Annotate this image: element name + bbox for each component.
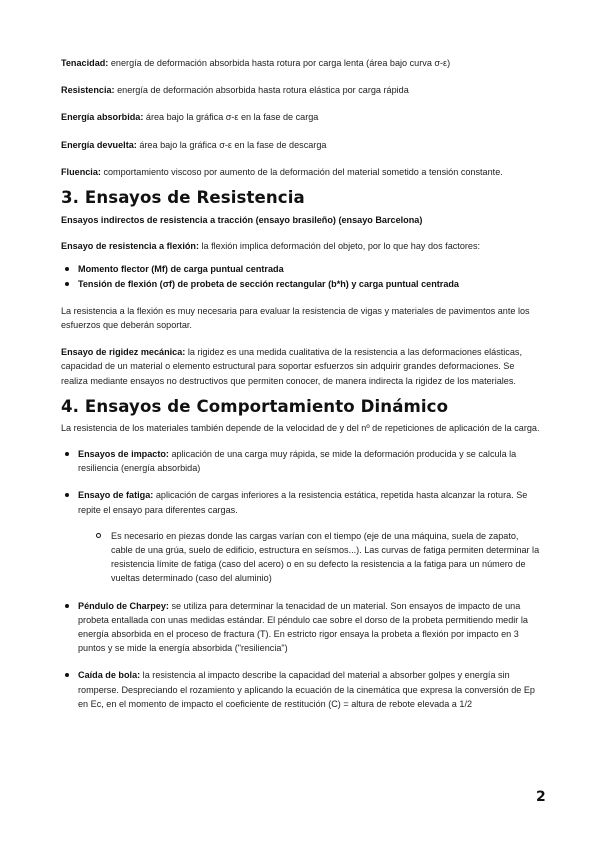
flexion-note: La resistencia a la flexión es muy necesaria para evaluar la resistencia de vigas y materiales de pavimentos ante los esfuerzos que deberán soportar. <box>61 305 530 331</box>
definition-term: Tenacidad: <box>61 58 109 68</box>
item-text: aplicación de cargas inferiores a la resistencia estática, repetida hasta alcanzar la rotura. Se repite el ensayo para diferentes cargas. <box>78 490 528 515</box>
definition-text: área bajo la gráfica σ-ε en la fase de carga <box>143 112 319 123</box>
subtitle-text: Ensayos indirectos de resistencia a tracción (ensayo brasileño) (ensayo Barcelona) <box>61 215 423 226</box>
definition-term: Resistencia: <box>61 85 115 96</box>
sub-list-item: Es necesario en piezas donde las cargas varían con el tiempo (eje de una máquina, suela de zapato, cable de una grúa, suelo de edificio, estructura en seísmos...). Las curvas de fatiga permiten determinar la resistencia límite de fatiga (caso del acero) o en su defecto la resistencia a la fatiga para un número de vueltas determinado (caso del aluminio) <box>94 529 541 586</box>
definition-term: Energía absorbida: <box>61 112 144 123</box>
list-item <box>61 277 541 291</box>
definition-resistencia <box>61 83 541 97</box>
definition-fluencia <box>61 165 541 179</box>
definition-text: comportamiento viscoso por aumento de la deformación del material sometido a tensión constante. <box>100 166 503 177</box>
definition-energia-absorbida <box>61 110 541 124</box>
item-text: se utiliza para determinar la tenacidad de un material. Son ensayos de impacto de una probeta entallada con unas medidas estándar. El péndulo cae sobre el dorso de la probeta permitiendo medir la energía absorbida en el proceso de fractura (T). En estricto rigor ensaya la probeta a flexión por impacto en 3 puntos y se mide la energía absorbida ("resiliencia") <box>78 600 528 654</box>
factor-text: Tensión de flexión (σf) de probeta de sección rectangular (b*h) y carga puntual centrada <box>78 278 459 289</box>
item-term: Ensayos de impacto: <box>78 449 169 460</box>
item-term: Ensayo de fatiga: <box>78 490 154 501</box>
list-item-caida-bola <box>61 668 541 711</box>
rigidez-paragraph <box>61 345 541 388</box>
definition-text: área bajo la gráfica σ-ε en la fase de descarga <box>136 139 327 150</box>
definition-term: Fluencia: <box>61 166 101 177</box>
rigidez-term: Ensayo de rigidez mecánica: <box>61 347 186 358</box>
flexion-text: la flexión implica deformación del objeto, por lo que hay dos factores: <box>198 241 481 252</box>
page-number: 2 <box>536 789 546 805</box>
definition-text: energía de deformación absorbida hasta rotura por carga lenta (área bajo curva σ-ε) <box>108 58 451 68</box>
definition-energia-devuelta <box>61 138 541 152</box>
list-item <box>61 262 541 276</box>
flexion-term: Ensayo de resistencia a flexión: <box>61 241 199 252</box>
section-4-heading: 4. Ensayos de Comportamiento Dinámico <box>61 396 449 416</box>
flexion-factors-list <box>61 262 541 290</box>
section-3-heading: 3. Ensayos de Resistencia <box>61 188 305 208</box>
section-4-intro: La resistencia de los materiales también depende de la velocidad de y del nº de repeticiones de aplicación de la carga. <box>61 422 540 433</box>
definition-tenacidad <box>61 56 541 70</box>
item-text: aplicación de una carga muy rápida, se mide la deformación producida y se calcula la resiliencia (energía absorbida) <box>78 449 517 474</box>
item-text: la resistencia al impacto describe la capacidad del material a absorber golpes y energía sin romperse. Despreciando el rozamiento y aplicando la ecuación de la cinemática que expresa la conversión de Ep en Ec, en el momento de impacto el coeficiente de restitución (C) = altura de rebote elevada a 1/2 <box>78 670 535 709</box>
section-3-subtitle <box>61 213 541 227</box>
list-item-fatiga <box>61 488 541 585</box>
definition-text: energía de deformación absorbida hasta rotura elástica por carga rápida <box>114 85 409 96</box>
definition-term: Energía devuelta: <box>61 139 137 150</box>
dynamic-tests-list <box>61 447 541 711</box>
page-content <box>61 56 541 711</box>
list-item-charpey <box>61 599 541 656</box>
rigidez-text: la rigidez es una medida cualitativa de la resistencia a las deformaciones elásticas, capacidad de un material o elemento estructural para soportar esfuerzos sin adquirir grandes deformaciones. Se realiza mediante ensayos no destructivos que permiten conocer, de manera indirecta la rigidez de los materiales. <box>61 347 522 386</box>
fatiga-sublist <box>78 529 541 586</box>
list-item-impacto <box>61 447 541 475</box>
flexion-paragraph <box>61 239 541 253</box>
item-term: Péndulo de Charpey: <box>78 600 169 611</box>
factor-text: Momento flector (Mf) de carga puntual centrada <box>78 264 284 275</box>
item-term: Caída de bola: <box>78 670 141 681</box>
